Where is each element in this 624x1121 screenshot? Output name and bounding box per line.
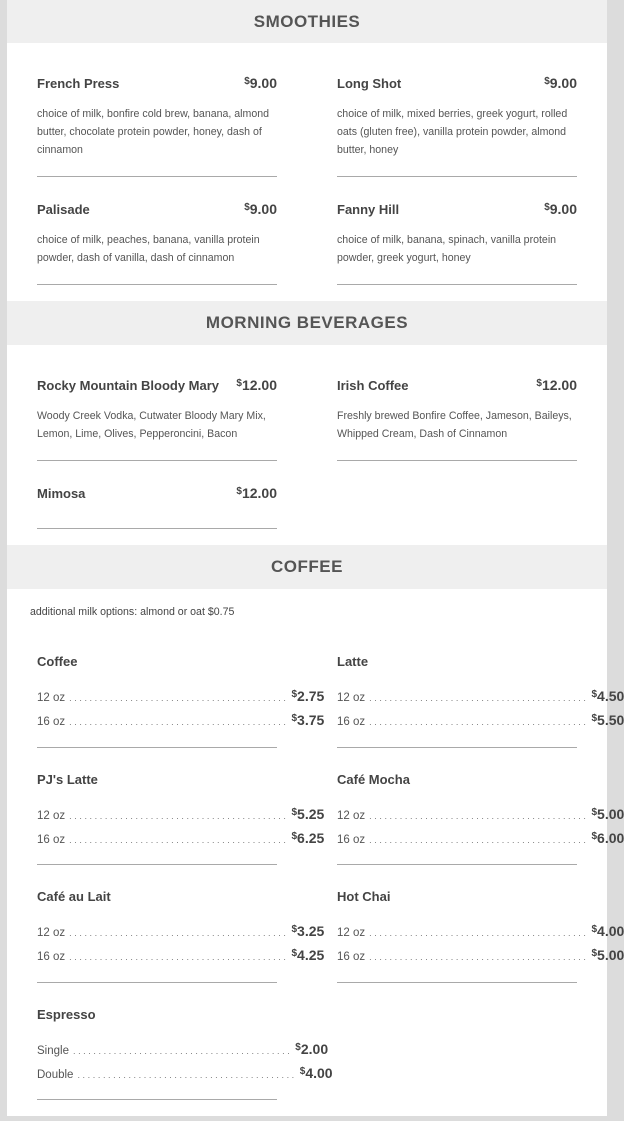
item-price: $12.00 — [236, 485, 277, 501]
menu-item — [37, 1007, 333, 1089]
size-label: 16 oz — [337, 834, 366, 846]
size-price: $5.50 — [591, 712, 624, 728]
divider — [337, 460, 577, 461]
size-price: $4.25 — [291, 947, 325, 963]
item-name: Hot Chai — [337, 889, 391, 904]
section-title: SMOOTHIES — [253, 11, 361, 31]
size-price-row: Single ........................................... $2.00 — [37, 1041, 329, 1057]
item-name: French Press — [37, 76, 120, 91]
size-label: 12 oz — [337, 810, 366, 822]
size-price: $6.00 — [591, 830, 624, 846]
item-name: Espresso — [37, 1007, 96, 1022]
section-title: MORNING BEVERAGES — [205, 313, 409, 332]
size-label: 16 oz — [337, 716, 366, 728]
item-name: Café au Lait — [37, 889, 111, 904]
size-label: 16 oz — [37, 951, 66, 963]
size-label: 12 oz — [37, 927, 66, 939]
item-price: $9.00 — [544, 75, 577, 91]
size-price: $5.00 — [591, 947, 624, 963]
divider — [37, 460, 277, 461]
divider — [37, 176, 277, 177]
item-description: Freshly brewed Bonfire Coffee, Jameson, Baileys, Whipped Cream, Dash of Cinnamon — [337, 410, 572, 440]
divider — [37, 982, 277, 983]
menu-item — [337, 75, 577, 159]
menu-item — [37, 201, 277, 267]
size-price-row: 16 oz ........................................... $4.25 — [37, 947, 325, 963]
menu-item — [337, 201, 577, 267]
size-label: 16 oz — [37, 716, 66, 728]
size-price: $3.75 — [291, 712, 325, 728]
milk-options-note: additional milk options: almond or oat $0.75 — [30, 606, 235, 618]
item-description: choice of milk, bonfire cold brew, banana, almond butter, chocolate protein powder, honey, dash of cinnamon — [37, 108, 270, 156]
size-price-row: 16 oz ........................................... $5.00 — [337, 947, 624, 963]
item-description: Woody Creek Vodka, Cutwater Bloody Mary Mix, Lemon, Lime, Olives, Pepperoncini, Bacon — [37, 410, 266, 440]
size-label: 12 oz — [337, 692, 366, 704]
divider — [37, 1099, 277, 1100]
section-header-smoothies — [7, 0, 607, 43]
item-description: choice of milk, banana, spinach, vanilla protein powder, greek yogurt, honey — [337, 234, 557, 264]
size-price-row: 16 oz ........................................... $6.25 — [37, 830, 325, 846]
size-label: Double — [37, 1069, 74, 1081]
size-price-row: 16 oz ........................................... $6.00 — [337, 830, 624, 846]
divider — [37, 528, 277, 529]
item-description: choice of milk, peaches, banana, vanilla protein powder, dash of vanilla, dash of cinnamon — [37, 234, 260, 264]
item-name: Coffee — [37, 654, 78, 669]
menu-item — [337, 889, 624, 971]
size-label: 16 oz — [337, 951, 366, 963]
size-price: $4.50 — [591, 688, 624, 704]
item-name: Irish Coffee — [337, 378, 409, 393]
size-price: $5.00 — [591, 806, 624, 822]
size-price-row: 16 oz ........................................... $5.50 — [337, 712, 624, 728]
item-name: Rocky Mountain Bloody Mary — [37, 378, 220, 393]
divider — [337, 176, 577, 177]
section-header-coffee — [7, 545, 607, 589]
menu-page — [7, 0, 624, 1116]
item-name: Latte — [337, 654, 369, 669]
size-price-row: 16 oz ........................................... $3.75 — [37, 712, 325, 728]
menu-item — [337, 772, 624, 854]
size-price-row: 12 oz ........................................... $5.00 — [337, 806, 624, 822]
item-price: $9.00 — [544, 201, 577, 217]
size-price: $3.25 — [291, 923, 325, 939]
menu-item — [337, 654, 624, 736]
size-price: $6.25 — [291, 830, 325, 846]
menu-item — [37, 889, 325, 971]
item-name: Fanny Hill — [337, 202, 400, 217]
item-name: Long Shot — [337, 76, 402, 91]
size-label: 12 oz — [37, 692, 66, 704]
menu-item — [37, 485, 277, 501]
item-price: $9.00 — [244, 201, 277, 217]
size-price: $2.75 — [291, 688, 325, 704]
divider — [337, 982, 577, 983]
size-price-row: Double ........................................... $4.00 — [37, 1065, 333, 1081]
item-name: Mimosa — [37, 486, 86, 501]
item-name: Palisade — [37, 202, 90, 217]
size-label: 16 oz — [37, 834, 66, 846]
size-price-row: 12 oz ........................................... $2.75 — [37, 688, 325, 704]
divider — [337, 747, 577, 748]
item-price: $12.00 — [536, 377, 577, 393]
size-price: $4.00 — [591, 923, 624, 939]
size-label: 12 oz — [337, 927, 366, 939]
size-price: $5.25 — [291, 806, 325, 822]
size-price: $4.00 — [299, 1065, 333, 1081]
menu-item — [37, 772, 325, 854]
menu-item — [37, 654, 325, 736]
divider — [37, 284, 277, 285]
size-price-row: 12 oz ........................................... $3.25 — [37, 923, 325, 939]
section-title: COFFEE — [271, 557, 343, 576]
size-price-row: 12 oz ........................................... $5.25 — [37, 806, 325, 822]
menu-item — [37, 377, 277, 443]
item-price: $12.00 — [236, 377, 277, 393]
section-header-morning-beverages — [7, 301, 607, 345]
size-price-row: 12 oz ........................................... $4.50 — [337, 688, 624, 704]
item-name: Café Mocha — [337, 772, 410, 787]
item-name: PJ's Latte — [37, 772, 98, 787]
divider — [337, 864, 577, 865]
size-price-row: 12 oz ........................................... $4.00 — [337, 923, 624, 939]
divider — [37, 747, 277, 748]
divider — [337, 284, 577, 285]
size-label: 12 oz — [37, 810, 66, 822]
size-label: Single — [37, 1045, 69, 1057]
size-price: $2.00 — [295, 1041, 329, 1057]
menu-item — [37, 75, 277, 159]
item-price: $9.00 — [244, 75, 277, 91]
divider — [37, 864, 277, 865]
menu-item — [337, 377, 577, 443]
item-description: choice of milk, mixed berries, greek yogurt, rolled oats (gluten free), vanilla protein powder, almond butter, honey — [337, 108, 568, 156]
